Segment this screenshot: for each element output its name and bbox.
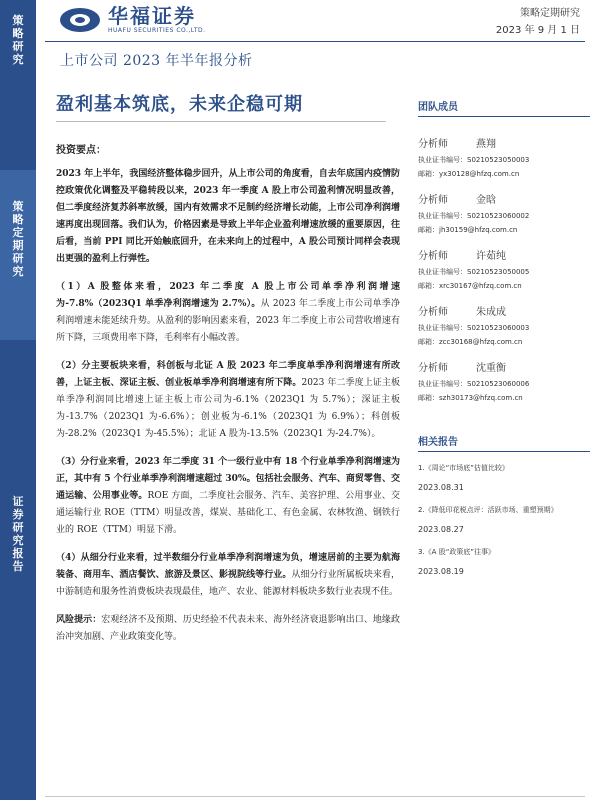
logo-english-name: HUAFU SECURITIES CO.,LTD.	[108, 27, 206, 34]
header-meta	[496, 5, 580, 39]
logo-mark-icon	[60, 8, 100, 32]
related-report-title[interactable]: 2.《降低印花税点评：活跃市场、重塑预期》	[418, 506, 558, 514]
analyst-email[interactable]: 邮箱：zcc30168@hfzq.com.cn	[418, 338, 523, 346]
analyst-name: 朱成成	[476, 307, 506, 318]
analyst-name: 许茹纯	[476, 251, 506, 262]
analyst-cert: 执业证书编号：S0210523050005	[418, 268, 530, 276]
report-date: 2023 年 9 月 1 日	[495, 25, 580, 36]
analyst-name: 金晗	[476, 195, 496, 206]
p3-rest: 2023 年二季度上证主板单季净利润同比增速上证主板上市公司为-6.1%（2023Q1 为 5.7%）；深证主板为-13.7%（2023Q1 为-6.6%）；创业板为-6.1%（2023Q1 为 6.9%）；科创板为-28.2%（2023Q1 为-45.5%）；北证 A 股为-13.5%（2023Q1 为-24.7%）。	[56, 378, 400, 439]
p2-bold: （1）A 股整体来看，2023 年二季度 A 股上市公司单季净利润增速为-7.8%（2023Q1 单季净利润增速为 2.7%）。	[56, 282, 400, 309]
p5-bold: （4）从细分行业来看，过半数细分行业单季净利润增速为负，增速居前的主要为航海装备、商用车、酒店餐饮、旅游及景区、影视院线等行业。	[56, 553, 400, 580]
logo-chinese-name: 华福证券	[108, 4, 196, 28]
report-subtitle: 上市公司 2023 年半年报分析	[60, 53, 253, 69]
p4-bold: （3）分行业来看，2023 年二季度 31 个一级行业中有 18 个行业单季净利润增速为正，其中有 5 个行业单季净利润增速超过 30%。包括社会服务、汽车、商贸零售、交通运输、公用事业等。	[56, 457, 400, 501]
analyst-card	[418, 193, 590, 237]
related-report-title[interactable]: 1.《周论“市场底”估值比较》	[418, 464, 509, 472]
related-report-item[interactable]	[418, 504, 590, 536]
related-heading: 相关报告	[418, 433, 590, 452]
p5-rest: 从细分行业所属板块来看，中游制造和服务性消费板块表现最佳，地产、农业、能源材料板块多数行业表现不佳。	[56, 570, 400, 597]
investment-summary	[56, 142, 400, 646]
p3-bold: （2）分主要板块来看，科创板与北证 A 股 2023 年二季度单季净利润增速有所改善，上证主板、深证主板、创业板单季净利润增速有所下降。	[56, 361, 400, 388]
side-label-2: 策 略 定 期 研 究	[12, 200, 24, 278]
risk-label: 风险提示：	[56, 615, 102, 625]
right-column	[418, 98, 590, 578]
analyst-name: 燕翔	[476, 139, 496, 150]
related-reports	[418, 433, 590, 578]
related-report-date: 2023.08.27	[418, 525, 464, 534]
summary-heading: 投资要点：	[56, 145, 106, 156]
related-report-date: 2023.08.31	[418, 483, 464, 492]
related-report-item[interactable]	[418, 462, 590, 494]
analyst-card	[418, 361, 590, 405]
summary-paragraph-2	[56, 279, 400, 347]
report-type: 策略定期研究	[520, 8, 580, 19]
analyst-card	[418, 305, 590, 349]
analyst-cert: 执业证书编号：S0210523060003	[418, 324, 530, 332]
analyst-cert: 执业证书编号：S0210523060002	[418, 212, 530, 220]
headline-divider	[56, 121, 386, 122]
summary-paragraph-3	[56, 358, 400, 443]
analyst-card	[418, 249, 590, 293]
analyst-cert: 执业证书编号：S0210523060006	[418, 380, 530, 388]
analyst-role: 分析师	[418, 139, 448, 150]
analyst-role: 分析师	[418, 363, 448, 374]
analyst-name: 沈重衡	[476, 363, 506, 374]
summary-paragraph-4	[56, 454, 400, 539]
analyst-email[interactable]: 邮箱：jh30159@hfzq.com.cn	[418, 226, 518, 234]
related-report-title[interactable]: 3.《A 股“政策底”往事》	[418, 548, 495, 556]
analyst-role: 分析师	[418, 307, 448, 318]
risk-text: 宏观经济不及预期、历史经验不代表未来、海外经济衰退影响出口、地缘政治冲突加剧、产业政策变化等。	[56, 615, 400, 642]
analyst-role: 分析师	[418, 195, 448, 206]
analyst-role: 分析师	[418, 251, 448, 262]
p2-rest: 从 2023 年二季度上市公司单季净利润增速未能延续升势。从盈利的影响因素来看，2023 年二季度上市公司营收增速有所下降，三项费用率下降，毛利率有小幅改善。	[56, 299, 400, 343]
related-report-item[interactable]	[418, 546, 590, 578]
analyst-email[interactable]: 邮箱：xrc30167@hfzq.com.cn	[418, 282, 522, 290]
footer-divider	[45, 796, 585, 797]
header-divider	[45, 41, 585, 42]
analyst-email[interactable]: 邮箱：szh30173@hfzq.com.cn	[418, 394, 523, 402]
company-logo	[60, 5, 206, 35]
summary-paragraph-5	[56, 550, 400, 601]
analyst-email[interactable]: 邮箱：yx30128@hfzq.com.cn	[418, 170, 520, 178]
side-label-1: 策 略 研 究	[12, 14, 24, 66]
p4-rest: ROE 方面，二季度社会服务、汽车、美容护理、公用事业、交通运输行业 ROE（TTM）明显改善，煤炭、基础化工、有色金属、农林牧渔、钢铁行业的 ROE（TTM）明显下滑。	[56, 491, 400, 535]
risk-warning	[56, 612, 400, 646]
side-label-3: 证 券 研 究 报 告	[12, 495, 24, 573]
analyst-cert: 执业证书编号：S0210523050003	[418, 156, 530, 164]
team-heading: 团队成员	[418, 98, 590, 117]
analyst-card	[418, 137, 590, 181]
summary-paragraph-1: 2023 年上半年，我国经济整体稳步回升，从上市公司的角度看，自去年底国内疫情防控政策优化调整及平稳转段以来，2023 年一季度 A 股上市公司盈利情况明显改善，但二季度经济复苏斜率放缓，国内有效需求不足制约经济增长动能，上市公司净利润增速再度出现回落。我们认为，价格因素是导致上半年企业盈利增速放缓的重要原因，往后看，当前 PPI 同比开始触底回升，在未来向上的过程中，A 股公司预计同样会表现出更强的盈利上行弹性。	[56, 169, 400, 264]
left-side-strip	[0, 0, 36, 800]
report-headline: 盈利基本筑底，未来企稳可期	[56, 94, 303, 115]
related-report-date: 2023.08.19	[418, 567, 464, 576]
